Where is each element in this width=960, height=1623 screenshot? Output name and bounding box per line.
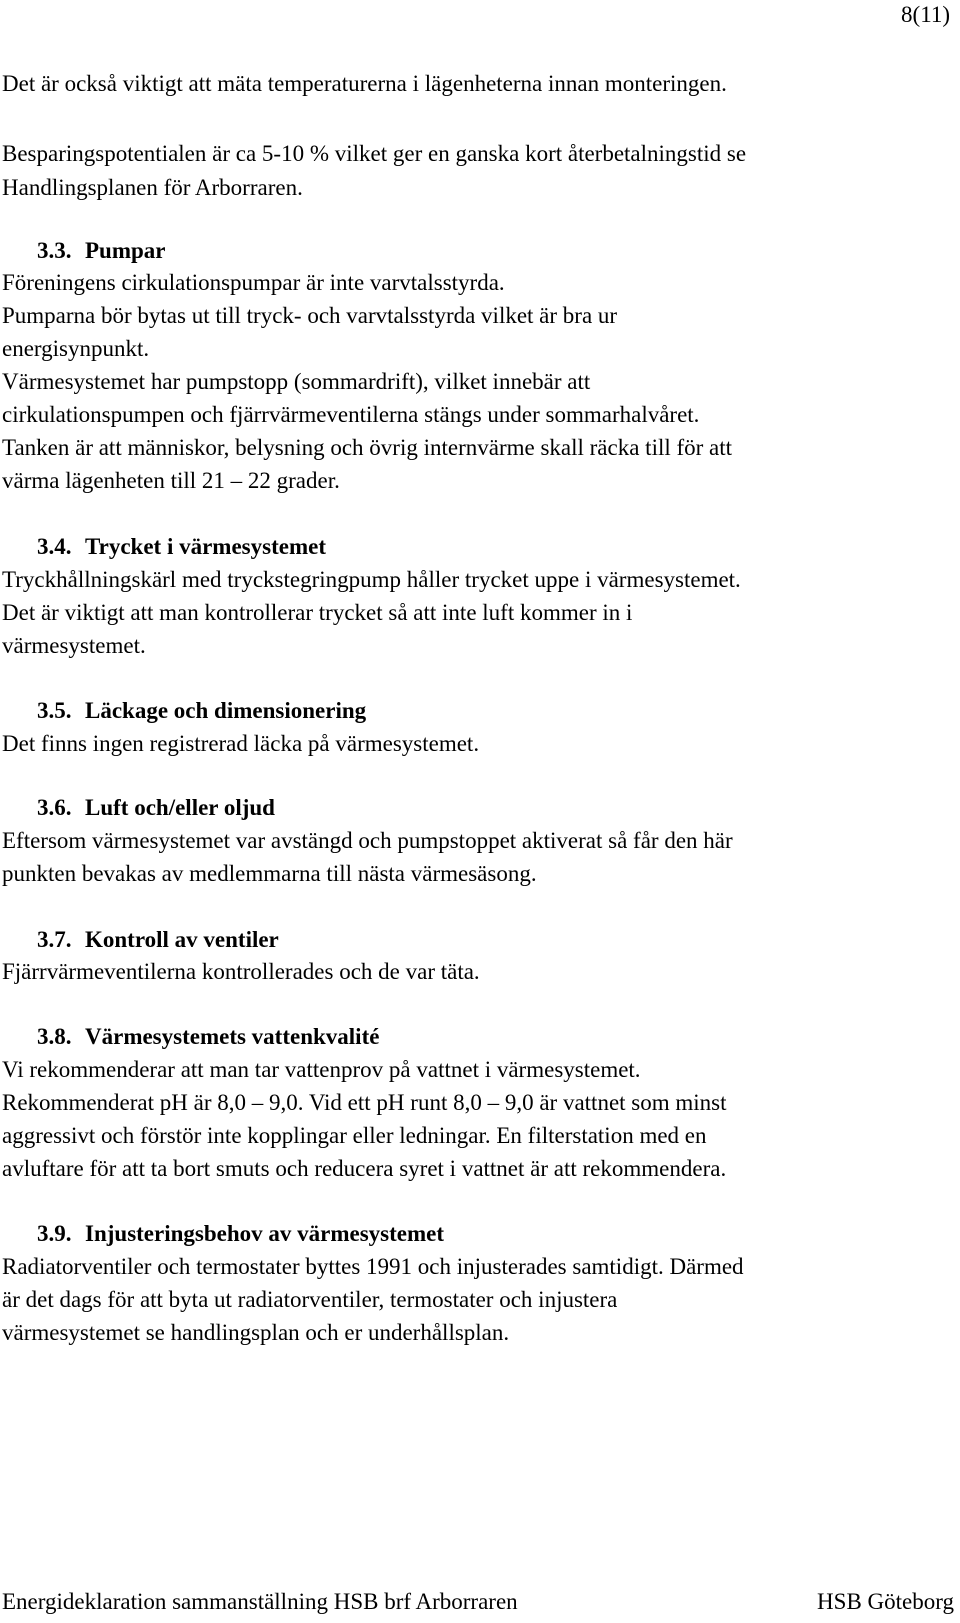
section-title: Trycket i värmesystemet <box>85 534 326 559</box>
section-body-3-8 <box>2 1053 952 1185</box>
section-title: Värmesystemets vattenkvalité <box>85 1024 380 1049</box>
text-line: Pumparna bör bytas ut till tryck- och varvtalsstyrda vilket är bra ur <box>2 303 618 328</box>
section-title: Injusteringsbehov av värmesystemet <box>85 1221 445 1246</box>
text-line: punkten bevakas av medlemmarna till nästa värmesäsong. <box>2 861 537 886</box>
text-line: Eftersom värmesystemet var avstängd och pumpstoppet aktiverat så får den här <box>2 828 733 853</box>
section-heading-3-6 <box>37 791 275 825</box>
section-title: Kontroll av ventiler <box>85 927 279 952</box>
section-number: 3.6. <box>37 795 72 820</box>
section-title: Läckage och dimensionering <box>85 698 367 723</box>
section-number: 3.4. <box>37 534 72 559</box>
text-line: Föreningens cirkulationspumpar är inte varvtalsstyrda. <box>2 270 505 295</box>
text-line: Det är viktigt att man kontrollerar trycket så att inte luft kommer in i <box>2 600 633 625</box>
section-number: 3.7. <box>37 927 72 952</box>
text-line: Fjärrvärmeventilerna kontrollerades och de var täta. <box>2 959 480 984</box>
footer-organization: HSB Göteborg <box>817 1589 954 1614</box>
text-line: Radiatorventiler och termostater byttes 1991 och injusterades samtidigt. Därmed <box>2 1254 744 1279</box>
text-line: Handlingsplanen för Arborraren. <box>2 175 303 200</box>
text-line: avluftare för att ta bort smuts och reducera syret i vattnet är att rekommendera. <box>2 1156 727 1181</box>
section-title: Luft och/eller oljud <box>85 795 275 820</box>
section-body-3-3 <box>2 266 952 497</box>
section-number: 3.5. <box>37 698 72 723</box>
text-line: Värmesystemet har pumpstopp (sommardrift), vilket innebär att <box>2 369 591 394</box>
section-body-3-6 <box>2 824 952 890</box>
section-title: Pumpar <box>85 238 166 263</box>
section-body-3-7 <box>2 955 952 988</box>
text-line: aggressivt och förstör inte kopplingar eller ledningar. En filterstation med en <box>2 1123 707 1148</box>
section-heading-3-8 <box>37 1020 379 1054</box>
section-body-3-9 <box>2 1250 952 1349</box>
section-number: 3.3. <box>37 238 72 263</box>
section-heading-3-3 <box>37 234 166 268</box>
intro-paragraph-1 <box>2 67 952 101</box>
text-line: Rekommenderat pH är 8,0 – 9,0. Vid ett pH runt 8,0 – 9,0 är vattnet som minst <box>2 1090 727 1115</box>
page-number: 8(11) <box>901 2 950 27</box>
section-heading-3-5 <box>37 694 366 728</box>
section-heading-3-7 <box>37 923 279 957</box>
section-body-3-4 <box>2 563 952 662</box>
section-heading-3-9 <box>37 1217 444 1251</box>
footer-document-title: Energideklaration sammanställning HSB brf Arborraren <box>2 1589 518 1614</box>
text-line: cirkulationspumpen och fjärrvärmeventilerna stängs under sommarhalvåret. <box>2 402 700 427</box>
text-line: värmesystemet. <box>2 633 146 658</box>
text-line: Tryckhållningskärl med tryckstegringpump håller trycket uppe i värmesystemet. <box>2 567 741 592</box>
text-line: värma lägenheten till 21 – 22 grader. <box>2 468 340 493</box>
text-line: energisynpunkt. <box>2 336 150 361</box>
text-line: Tanken är att människor, belysning och övrig internvärme skall räcka till för att <box>2 435 733 460</box>
intro-paragraph-2 <box>2 137 952 205</box>
text-line: Vi rekommenderar att man tar vattenprov på vattnet i värmesystemet. <box>2 1057 641 1082</box>
text-line: är det dags för att byta ut radiatorventiler, termostater och injustera <box>2 1287 618 1312</box>
section-body-3-5 <box>2 727 952 760</box>
text-line: Besparingspotentialen är ca 5-10 % vilket ger en ganska kort återbetalningstid se <box>2 141 747 166</box>
section-number: 3.8. <box>37 1024 72 1049</box>
text-line: värmesystemet se handlingsplan och er underhållsplan. <box>2 1320 510 1345</box>
section-heading-3-4 <box>37 530 326 564</box>
section-number: 3.9. <box>37 1221 72 1246</box>
text-line: Det är också viktigt att mäta temperaturerna i lägenheterna innan monteringen. <box>2 71 727 96</box>
text-line: Det finns ingen registrerad läcka på värmesystemet. <box>2 731 480 756</box>
